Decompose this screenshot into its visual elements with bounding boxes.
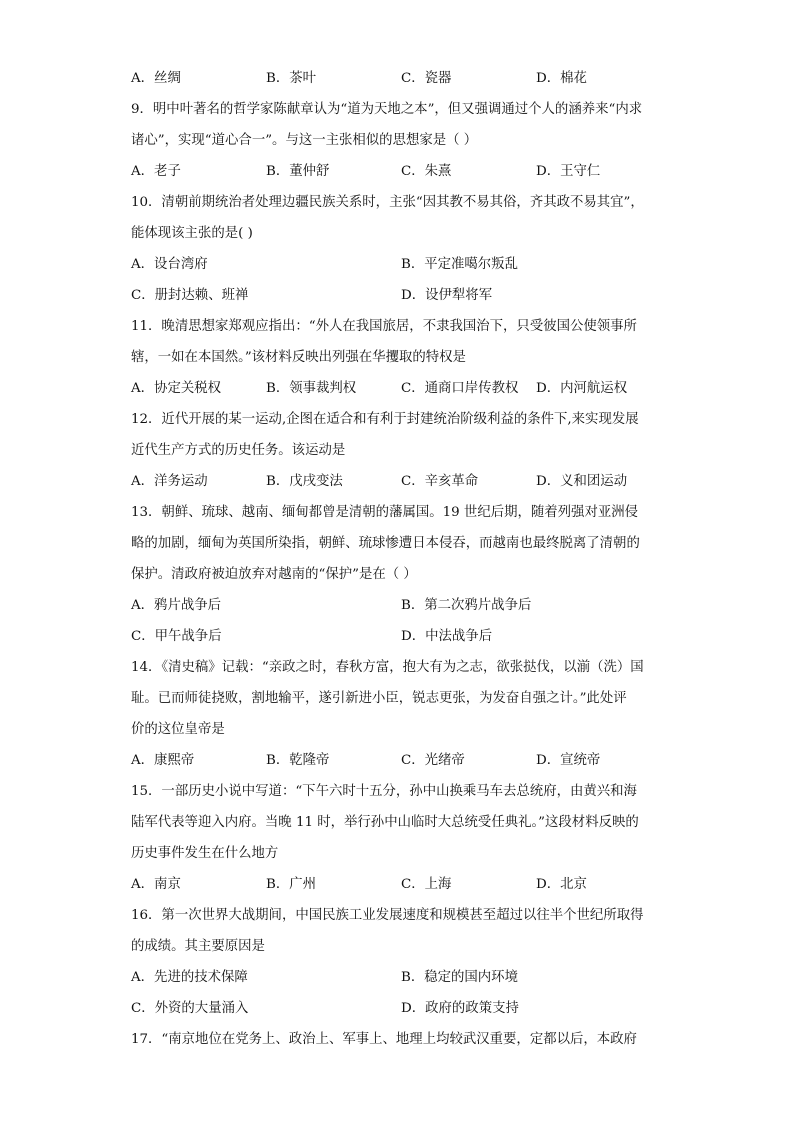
answer-option: D．内河航运权	[536, 381, 628, 396]
text-line: 近代生产方式的历史任务。该运动是	[131, 443, 346, 458]
answer-option: A．丝绸	[131, 71, 181, 86]
answer-option: B．乾隆帝	[266, 753, 330, 768]
text-line: 耻。已而师徒挠败，割地输平，遂引新进小臣，锐志更张，为发奋自强之计。”此处评	[131, 691, 627, 706]
text-line: 略的加剧，缅甸为英国所染指，朝鲜、琉球惨遭日本侵吞，而越南也最终脱离了清朝的	[131, 536, 640, 551]
answer-option: C．辛亥革命	[401, 474, 479, 489]
options-row	[131, 466, 671, 497]
answer-option: A．协定关税权	[131, 381, 222, 396]
exam-question-text	[131, 63, 671, 1055]
options-row	[131, 280, 671, 311]
answer-option: A．洋务运动	[131, 474, 208, 489]
answer-option: B．广州	[266, 877, 317, 892]
text-line: 16．第一次世界大战期间，中国民族工业发展速度和规模甚至超过以往半个世纪所取得	[131, 908, 644, 923]
options-row	[131, 745, 671, 776]
answer-option: C．光绪帝	[401, 753, 465, 768]
options-row	[131, 993, 671, 1024]
text-line: 保护。清政府被迫放弃对越南的“保护”是在（ ）	[131, 567, 417, 582]
options-row	[131, 249, 671, 280]
options-row	[131, 156, 671, 187]
answer-option: A．老子	[131, 164, 181, 179]
answer-option: B．平定准噶尔叛乱	[401, 257, 518, 272]
options-row	[131, 590, 671, 621]
text-line: 诸心”，实现“道心合一”。与这一主张相似的思想家是（ ）	[131, 133, 478, 148]
answer-option: C．册封达赖、班禅	[131, 288, 249, 303]
text-line: 的成绩。其主要原因是	[131, 939, 265, 954]
answer-option: C．通商口岸传教权	[401, 381, 519, 396]
answer-option: A．南京	[131, 877, 181, 892]
answer-option: B．第二次鸦片战争后	[401, 598, 532, 613]
text-line: 15．一部历史小说中写道：“下午六时十五分，孙中山换乘马车去总统府，由黄兴和海	[131, 784, 637, 799]
answer-option: D．宣统帝	[536, 753, 601, 768]
text-line: 12．近代开展的某一运动,企图在适合和有利于封建统治阶级利益的条件下,来实现发展	[131, 412, 639, 427]
answer-option: D．政府的政策支持	[401, 1001, 519, 1016]
options-row	[131, 63, 671, 94]
answer-option: D．王守仁	[536, 164, 601, 179]
answer-option: C．朱熹	[401, 164, 452, 179]
answer-option: C．外资的大量涌入	[131, 1001, 249, 1016]
answer-option: A．先进的技术保障	[131, 970, 248, 985]
answer-option: D．设伊犁将军	[401, 288, 493, 303]
options-row	[131, 869, 671, 900]
answer-option: C．上海	[401, 877, 452, 892]
answer-option: B．董仲舒	[266, 164, 330, 179]
answer-option: B．领事裁判权	[266, 381, 357, 396]
text-line: 价的这位皇帝是	[131, 722, 225, 737]
text-line: 17．“南京地位在党务上、政治上、军事上、地理上均较武汉重要，定都以后，本政府	[131, 1032, 637, 1047]
text-line: 10．清朝前期统治者处理边疆民族关系时，主张“因其教不易其俗，齐其政不易其宜”，	[131, 195, 644, 210]
text-line: 辖，一如在本国然。”该材料反映出列强在华攫取的特权是	[131, 350, 466, 365]
text-line: 能体现该主张的是( )	[131, 226, 253, 241]
text-line: 陆军代表等迎入内府。当晚 11 时，举行孙中山临时大总统受任典礼。”这段材料反映的	[131, 815, 639, 830]
options-row	[131, 962, 671, 993]
text-line: 11．晚清思想家郑观应指出：“外人在我国旅居，不隶我国治下，只受彼国公使领事所	[131, 319, 637, 334]
options-row	[131, 621, 671, 652]
answer-option: B．戊戌变法	[266, 474, 343, 489]
options-row	[131, 373, 671, 404]
answer-option: B．稳定的国内环境	[401, 970, 518, 985]
answer-option: D．义和团运动	[536, 474, 628, 489]
text-line: 14．《清史稿》记载：“亲政之时，春秋方富，抱大有为之志，欲张挞伐，以湔（洗）国	[131, 660, 644, 675]
answer-option: D．棉花	[536, 71, 587, 86]
text-line: 13．朝鲜、琉球、越南、缅甸都曾是清朝的藩属国。19 世纪后期，随着列强对亚洲侵	[131, 505, 639, 520]
answer-option: B．茶叶	[266, 71, 317, 86]
answer-option: D．北京	[536, 877, 587, 892]
answer-option: C．甲午战争后	[131, 629, 222, 644]
text-line: 历史事件发生在什么地方	[131, 846, 279, 861]
answer-option: C．瓷器	[401, 71, 452, 86]
answer-option: D．中法战争后	[401, 629, 493, 644]
answer-option: A．康熙帝	[131, 753, 195, 768]
answer-option: A．设台湾府	[131, 257, 208, 272]
text-line: 9．明中叶著名的哲学家陈献章认为“道为天地之本”，但又强调通过个人的涵养来“内求	[131, 102, 643, 117]
answer-option: A．鸦片战争后	[131, 598, 222, 613]
